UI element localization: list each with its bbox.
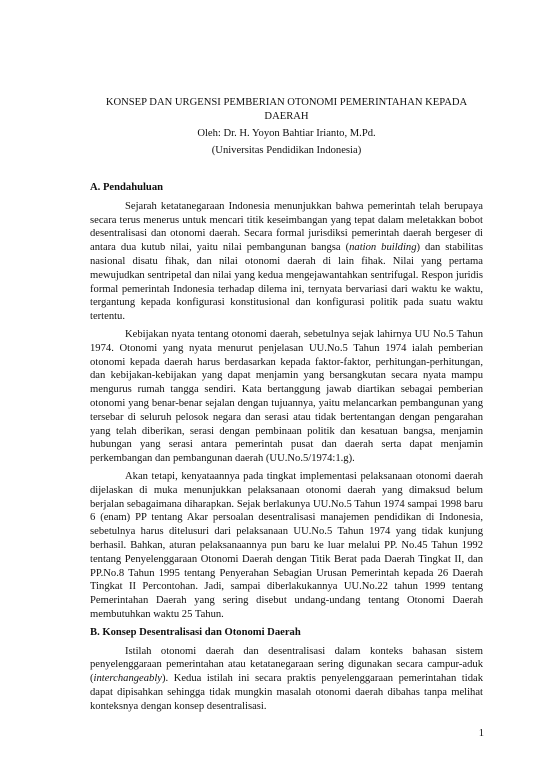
author-line: Oleh: Dr. H. Yoyon Bahtiar Irianto, M.Pd. [197,128,376,139]
institution-line: (Universitas Pendidikan Indonesia) [211,144,362,156]
paragraph-b1-text-2: ). Kedua istilah ini secara praktis penyelenggaraan pemerintahan tidak dapat dipisahkan sehingga tidak mungkin masalah otonomi daerah dibahas tanpa melihat konteksnya dengan konsep desentralisasi. [90,673,483,712]
section-heading-a: A. Pendahuluan [90,182,164,193]
paragraph-b1 [90,645,483,714]
paragraph-a2: Kebijakan nyata tentang otonomi daerah, sebetulnya sejak lahirnya UU No.5 Tahun 1974. Otonomi yang nyata menurut penjelasan UU.No.5 Tahun 1974 ialah pemberian otonomi kepada daerah harus berdasarkan kepada faktor-faktor, perhitungan-perhitungan, dan kebijakan-kebijakan yang dapat menjamin yang bersangkutan secara nyata mampu mengurus rumah tangga sendiri. Kata bertanggung jawab diartikan sebagai pemberian otonomi yang benar-benar sejalan dengan tujuannya, yaitu melancarkan pembangunan yang tersebar di seluruh pelosok negara dan serasi atau tidak bertentangan dengan pengarahan yang telah diberikan, serasi dengan pembinaan politik dan kesatuan bangsa, menjamin hubungan yang serasi antara pemerintah pusat dan daerah serta dapat menjamin perkembangan dan pembangunan daerah (UU.No.5/1974:1.g). [90,328,483,465]
paragraph-a1-text-1: Sejarah ketatanegaraan Indonesia menunjukkan bahwa pemerintah telah berupaya secara terus menerus untuk mencari titik keseimbangan yang tepat dalam meletakkan bobot desentralisasi dan otonomi daerah. Secara formal jurisdiksi pemerintah daerah bergeser di antara dua kutub nilai, yaitu nilai pembangunan bangsa ( [90,200,483,254]
paper-header [90,96,483,157]
paper-body [90,181,483,717]
paragraph-a1-italic: nation building [349,242,417,254]
paragraph-a3: Akan tetapi, kenyataannya pada tingkat implementasi pelaksanaan otonomi daerah dijelaskan di muka menunjukkan pelaksanaan otonomi daerah yang dimaksud belum berjalan sebagaimana diharapkan. Sejak berlakunya UU.No.5 Tahun 1974 sampai 1998 baru 6 (enam) PP tentang Akar persoalan desentralisasi manajemen pendidikan di Indonesia, sebetulnya harus ditelusuri dari pelaksanaan UU.No.5 Tahun 1974 yang tidak kunjung berhasil. Bahkan, aturan pelaksanaannya pun baru ke luar melalui PP. No.45 Tahun 1992 tentang Penyelenggaraan Otonomi Daerah dengan Titik Berat pada Daerah Tingkat II, dan PP.No.8 Tahun 1995 tentang Penyerahan Sebagian Urusan Pemerintah kepada 26 Daerah Tingkat II Percontohan. Jadi, sampai diberlakukannya UU.No.22 tahun 1999 tentang Pemerintahan Daerah yang sering disebut undang-undang tentang Otonomi Daerah membutuhkan waktu 25 Tahun. [90,470,483,620]
page-number: 1 [478,728,484,739]
paragraph-b1-text-1: Istilah otonomi daerah dan desentralisasi dalam konteks bahasan sistem penyelenggaraan pemerintahan atau ketatanegaraan sering digunakan secara campur-aduk ( [90,645,483,685]
paragraph-a1 [90,200,483,324]
section-heading-b: B. Konsep Desentralisasi dan Otonomi Daerah [90,626,301,638]
paper-title: KONSEP DAN URGENSI PEMBERIAN OTONOMI PEMERINTAHAN KEPADA DAERAH [105,97,468,122]
paragraph-b1-italic: interchangeably [93,673,162,685]
paragraph-a1-text-2: ) dan stabilitas nasional disatu fihak, dan nilai otonomi daerah di lain fihak. Nilai yang pertama mewujudkan sentripetal dan nilai yang kedua mengejawantahkan sentrifugal. Respon juridis formal pemerintah Indonesia terhadap dilema ini, ternyata bervariasi dari waktu ke waktu, tergantung kepada konfigurasi konstitusional dan konfigurasi politik pada suatu waktu tertentu. [90,242,483,323]
